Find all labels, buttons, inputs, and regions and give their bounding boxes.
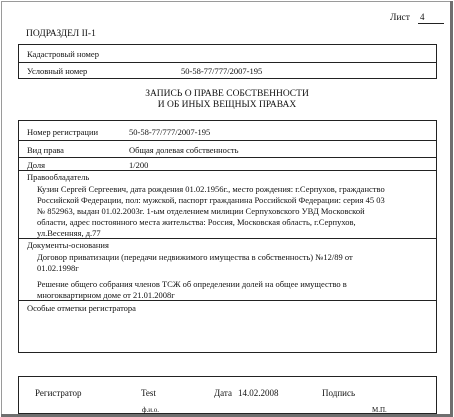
seal-caption: М.П.: [372, 406, 387, 414]
doc-1: [37, 252, 427, 274]
doc-line: многоквартирном доме от 21.01.2008г: [37, 290, 175, 300]
signature-label: Подпись: [322, 388, 356, 398]
divider: [19, 157, 436, 158]
registrar-name: Test: [141, 388, 156, 398]
cadastral-row: [19, 45, 436, 63]
record-box: [18, 120, 437, 353]
object-numbers-box: [18, 44, 437, 79]
reg-number-label: Номер регистрации: [27, 127, 99, 137]
page-border-right: [450, 1, 453, 415]
conditional-row: [19, 62, 436, 79]
page-border-left: [1, 1, 2, 415]
doc-line: Договор приватизации (передачи недвижимого имущества в собственность) №12/89 от: [37, 252, 353, 262]
conditional-value: 50-58-77/777/2007-195: [181, 66, 263, 76]
doc-line: 01.02.1998г: [37, 263, 79, 273]
holder-line: ул.Весенняя, д.77: [37, 228, 101, 238]
sheet-number: 4: [418, 12, 444, 24]
holder-label: Правообладатель: [27, 172, 90, 182]
doc-line: Решение общего собрания членов ТСЖ об определении долей на общее имущество в: [37, 279, 347, 289]
conditional-label: Условный номер: [27, 66, 88, 76]
share-value: 1/200: [129, 160, 149, 170]
fio-caption: ф.и.о.: [142, 406, 160, 414]
holder-line: Кузин Сергей Сергеевич, дата рождения 01.02.1956г., место рождения: г.Серпухов, гражданство: [37, 184, 385, 194]
record-title-line2: И ОБ ИНЫХ ВЕЩНЫХ ПРАВАХ: [157, 100, 297, 110]
divider: [19, 140, 436, 141]
docs-label: Документы-основания: [27, 240, 109, 250]
holder-line: Российской Федерации, пол: мужской, паспорт гражданина Российской Федерации: серия 45 03: [37, 195, 385, 205]
right-type-label: Вид права: [27, 145, 64, 155]
record-title-line1: ЗАПИСЬ О ПРАВЕ СОБСТВЕННОСТИ: [145, 89, 309, 99]
date-label: Дата: [214, 388, 232, 398]
divider: [19, 238, 436, 239]
doc-2: [37, 279, 427, 301]
share-label: Доля: [27, 160, 46, 170]
divider: [19, 170, 436, 171]
subsection-title: ПОДРАЗДЕЛ II-1: [26, 29, 96, 39]
page-border-top: [1, 1, 451, 2]
holder-line: № 852963, выдан 01.02.2003г. 1-ым отделением милиции Серпуховского УВД Московской: [37, 206, 365, 216]
date-value: 14.02.2008: [238, 388, 279, 398]
right-type-value: Общая долевая собственность: [129, 145, 239, 155]
registrar-notes-label: Особые отметки регистратора: [27, 303, 136, 313]
holder-line: области, адрес постоянного места жительства: Россия, Московская область, г.Серпухов,: [37, 217, 356, 227]
cadastral-label: Кадастровый номер: [27, 49, 99, 59]
reg-number-value: 50-58-77/777/2007-195: [129, 127, 211, 137]
signature-box: [18, 376, 437, 414]
holder-text: [37, 184, 427, 239]
registrar-label: Регистратор: [35, 388, 82, 398]
divider: [19, 300, 436, 301]
sheet-label: Лист: [390, 13, 410, 23]
